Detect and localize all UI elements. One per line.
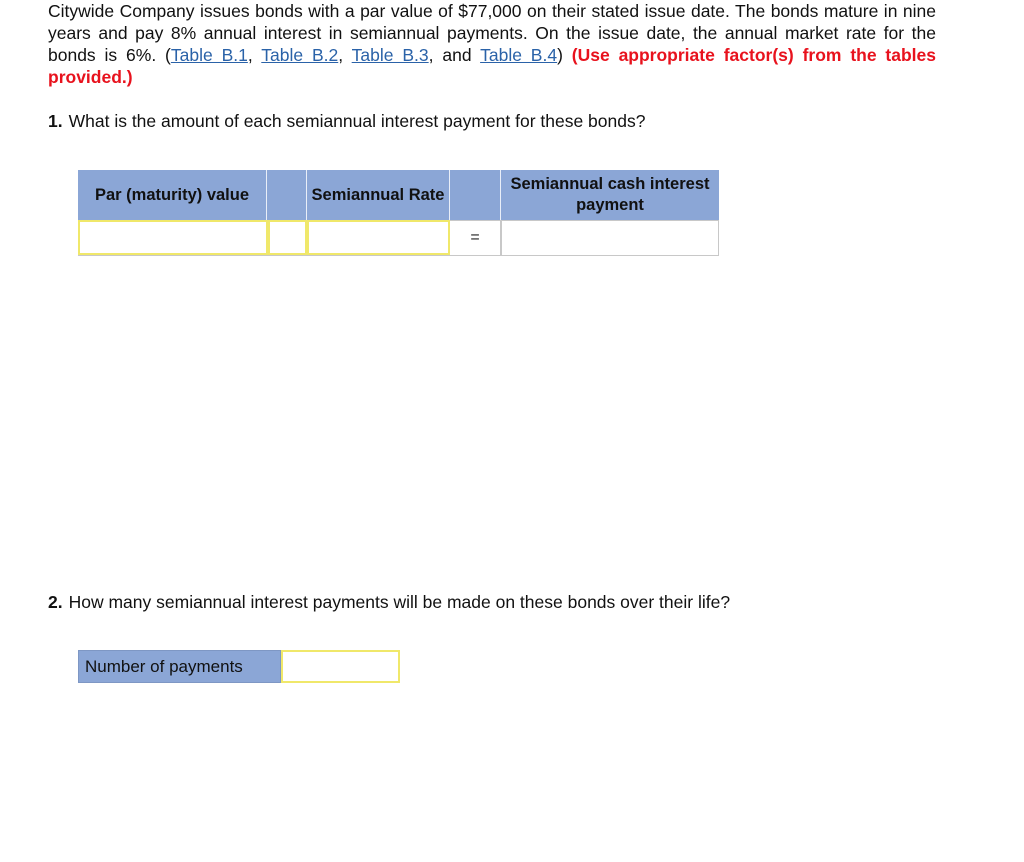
problem-text: Citywide Company issues bonds with a par value of $77,000 on their stated issue date. The bonds mature in nine years and pay 8% annual interest in semiannual payments. On the issue date, the annual market rate for the bonds is 6%. ( xyxy=(48,1,936,65)
instruction-text: (Use appropriate factor(s) from the tables provided.) xyxy=(48,45,937,87)
link-table-b3[interactable]: Table B.3 xyxy=(351,45,429,65)
link-table-b4[interactable]: Table B.4 xyxy=(480,45,558,65)
par-value-input[interactable] xyxy=(78,220,268,255)
link-table-b2[interactable]: Table B.2 xyxy=(261,45,339,65)
question-2-number: 2. xyxy=(48,592,63,612)
question-2 xyxy=(48,591,730,613)
question-2-text: How many semiannual interest payments will be made on these bonds over their life? xyxy=(68,592,731,612)
equals-sign: = xyxy=(450,220,501,256)
number-of-payments-label: Number of payments xyxy=(78,650,281,683)
operator-input[interactable] xyxy=(268,220,307,255)
question-1 xyxy=(48,110,645,132)
question-1-text: What is the amount of each semiannual interest payment for these bonds? xyxy=(68,111,646,131)
header-semiannual-rate: Semiannual Rate xyxy=(307,170,450,220)
header-operator-blank xyxy=(267,170,307,220)
question-1-number: 1. xyxy=(48,111,63,131)
semiannual-rate-input[interactable] xyxy=(307,220,450,255)
number-of-payments-input[interactable] xyxy=(281,650,400,683)
header-par-value: Par (maturity) value xyxy=(78,170,267,220)
header-equals-blank xyxy=(450,170,501,220)
problem-statement: Citywide Company issues bonds with a par value of $77,000 on their stated issue date. The bonds mature in nine years and pay 8% annual interest in semiannual payments. On the issue date, the annual market rate for the bonds is 6%. (Table B.1, Table B.2, Table B.3, and Table B.4) (Use appropriate factor(s) from the tables provided.) xyxy=(48,1,937,87)
header-semiannual-payment: Semiannual cash interest payment xyxy=(501,170,719,220)
semiannual-payment-output xyxy=(501,220,719,256)
link-table-b1[interactable]: Table B.1 xyxy=(170,45,248,65)
